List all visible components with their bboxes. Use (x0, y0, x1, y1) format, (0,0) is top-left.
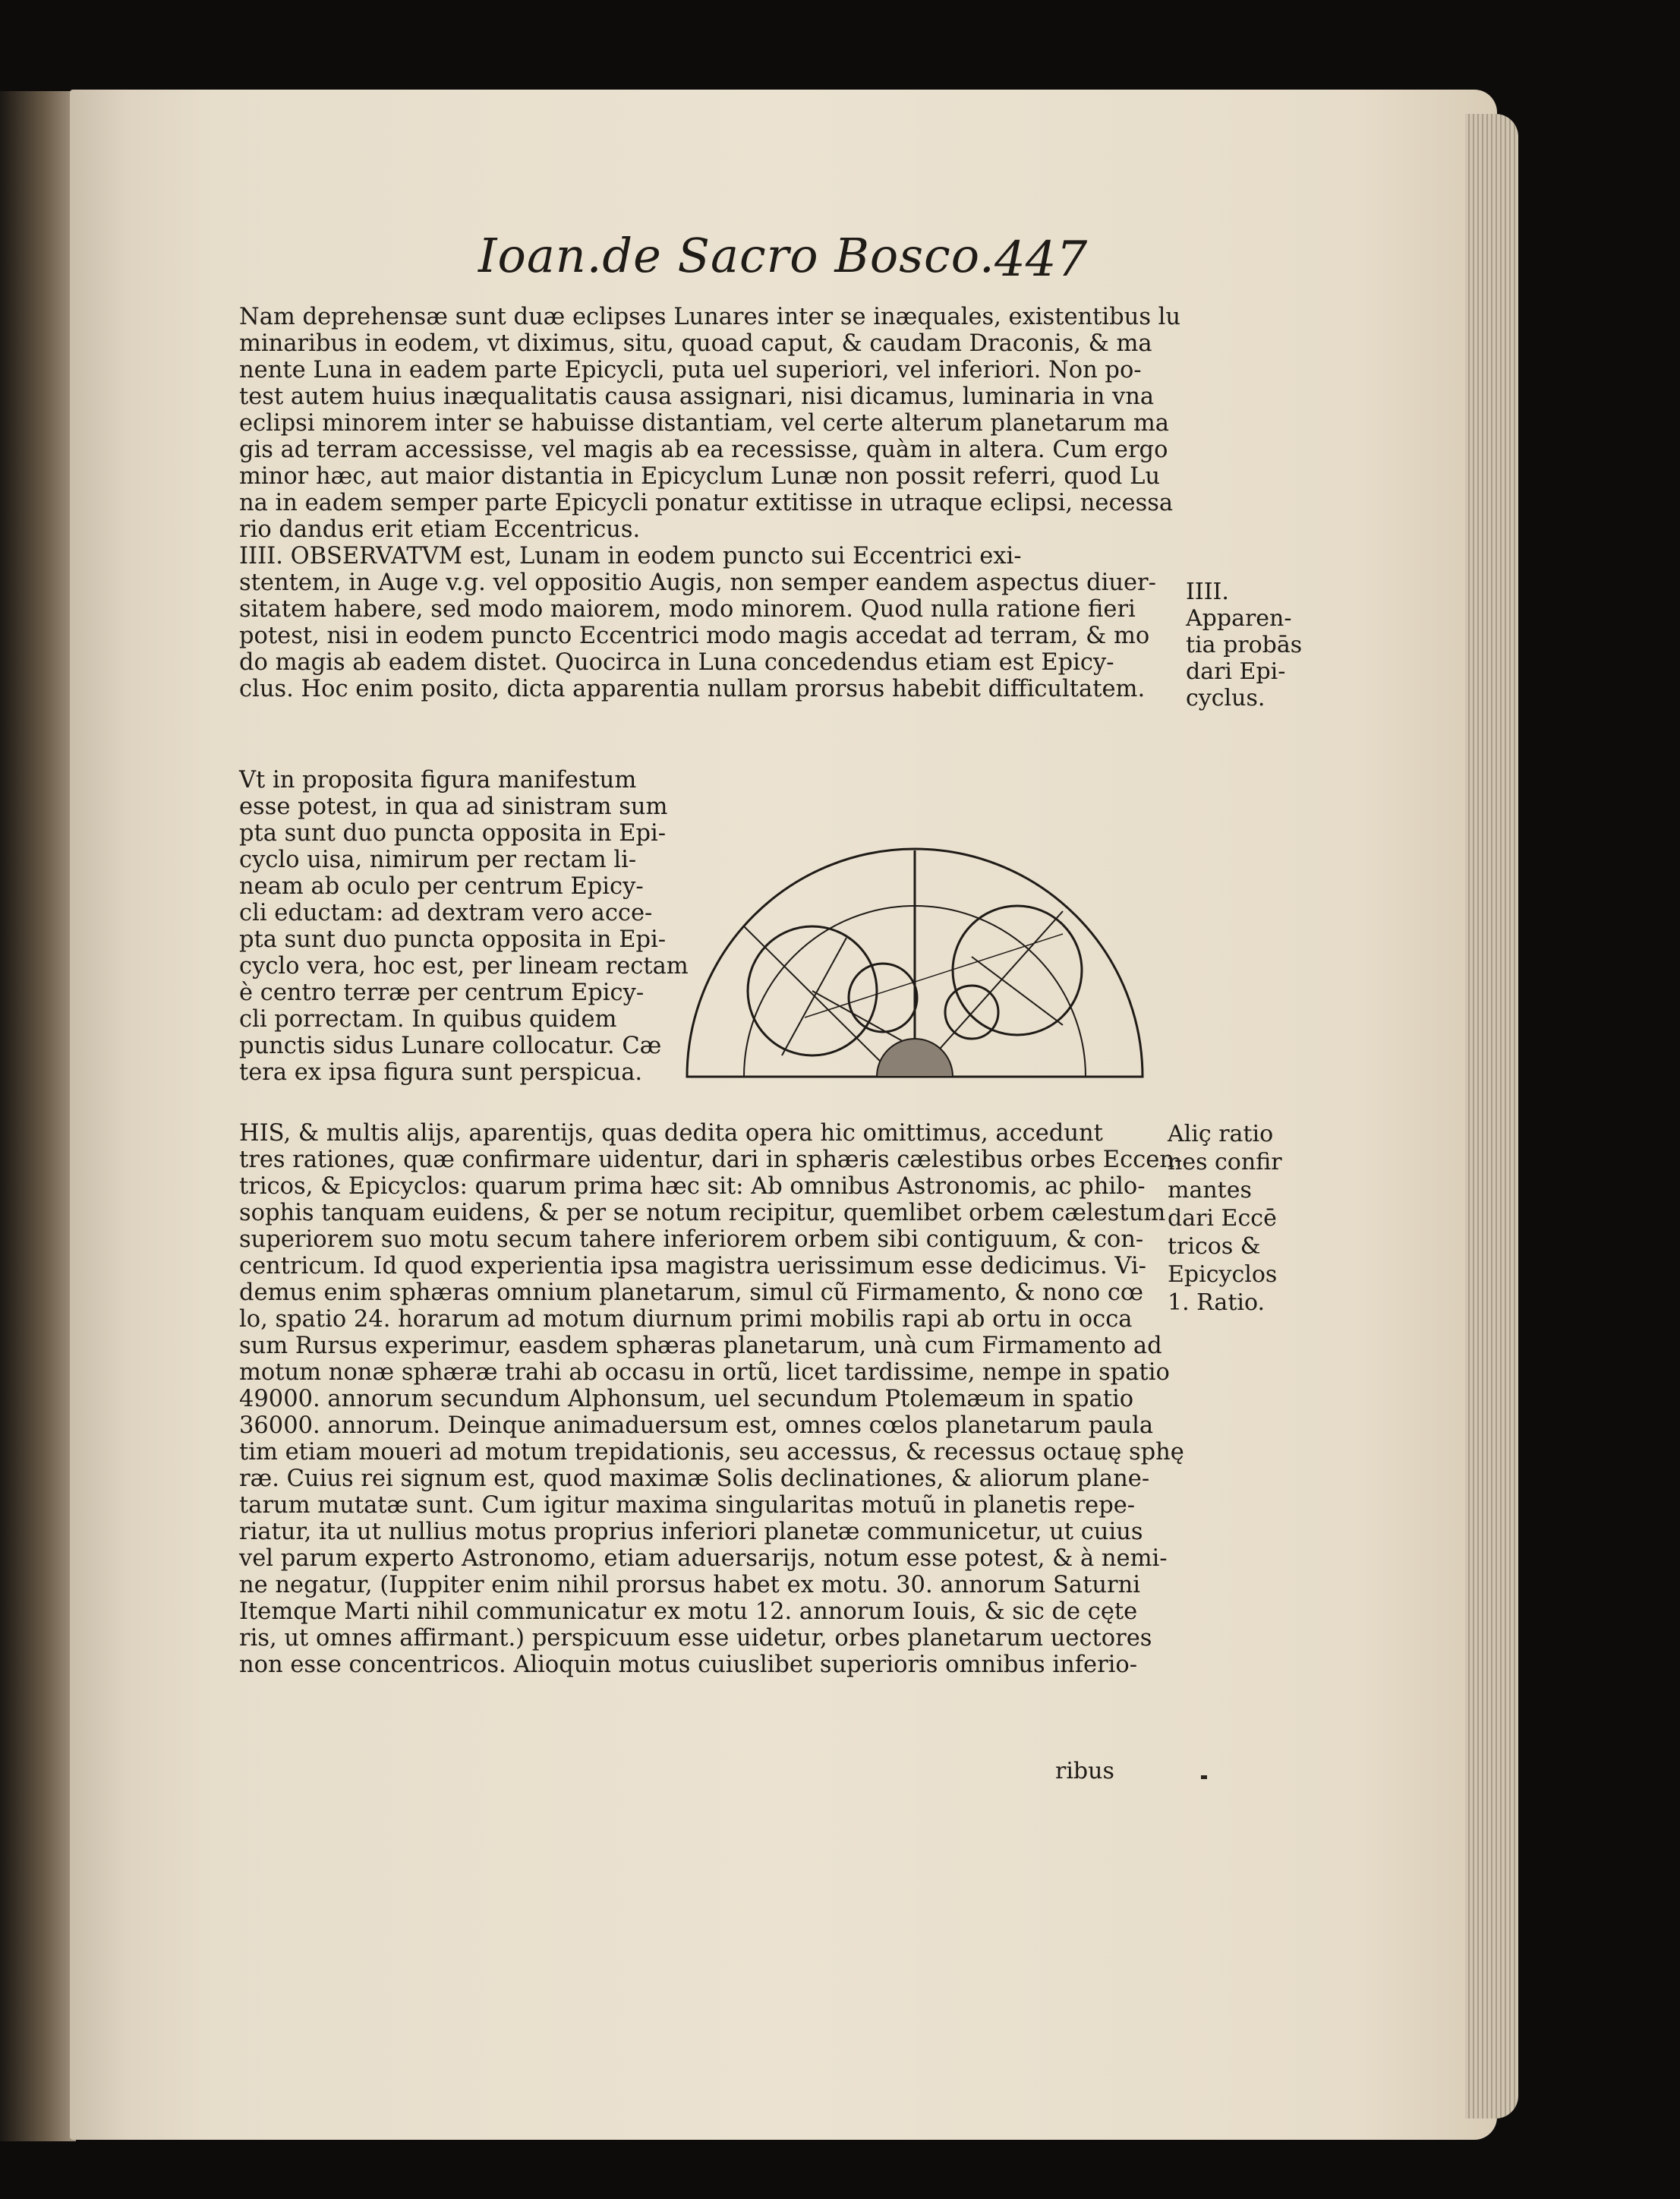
text-line: demus enim sphæras omnium planetarum, simul cũ Firmamento, & nono cœ (239, 1279, 1144, 1306)
body-text-top (239, 304, 1181, 702)
margin-line: mantes (1168, 1177, 1252, 1204)
text-line: stentem, in Auge v.g. vel oppositio Augis, non semper eandem aspectus diuer- (239, 569, 1156, 596)
margin-line: nes confir (1168, 1149, 1282, 1175)
page-number: 447 (994, 232, 1088, 288)
text-line: tres rationes, quæ confirmare uidentur, dari in sphæris cælestibus orbes Eccen- (239, 1147, 1183, 1173)
body-text-beside-figure (239, 767, 689, 1086)
margin-note-2 (1168, 1120, 1282, 1317)
text-line: tera ex ipsa figura sunt perspicua. (239, 1059, 643, 1086)
margin-line: dari Eccē (1168, 1205, 1277, 1232)
text-line: è centro terræ per centrum Epicy- (239, 980, 645, 1006)
body-text-bottom (239, 1120, 1184, 1678)
text-line: 36000. annorum. Deinque animaduersum est, omnes cœlos planetarum paula (239, 1412, 1154, 1439)
margin-line: cyclus. (1186, 685, 1266, 711)
text-line: pta sunt duo puncta opposita in Epi- (239, 926, 667, 953)
line (972, 957, 1063, 1025)
margin-line: Epicyclos (1168, 1261, 1278, 1288)
text-line: cyclo vera, hoc est, per lineam rectam (239, 953, 689, 980)
text-line: neam ab oculo per centrum Epicy- (239, 873, 644, 900)
text-line: cli porrectam. In quibus quidem (239, 1006, 617, 1033)
margin-line: Aliç ratio (1168, 1121, 1274, 1147)
text-line: 49000. annorum secundum Alphonsum, uel secundum Ptolemæum in spatio (239, 1386, 1134, 1412)
margin-line: Apparen- (1186, 605, 1292, 632)
text-line: centricum. Id quod experientia ipsa magistra uerissimum esse dedicimus. Vi- (239, 1253, 1146, 1279)
text-line: clus. Hoc enim posito, dicta apparentia nullam prorsus habebit difficultatem. (239, 676, 1146, 702)
text-line: ræ. Cuius rei signum est, quod maximæ Solis declinationes, & aliorum plane- (239, 1465, 1150, 1492)
text-line: tarum mutatæ sunt. Cum igitur maxima singularitas motuũ in planetis repe- (239, 1492, 1136, 1519)
catchword: ribus (1055, 1758, 1114, 1784)
text-line: sum Rursus experimur, easdem sphæras planetarum, unà cum Firmamento ad (239, 1333, 1162, 1359)
text-line: do magis ab eadem distet. Quocirca in Luna concedendus etiam est Epicy- (239, 649, 1114, 676)
text-line: nente Luna in eadem parte Epicycli, puta uel superiori, vel inferiori. Non po- (239, 357, 1142, 383)
text-line: ne negatur, (Iuppiter enim nihil prorsus habet ex motu. 30. annorum Saturni (239, 1572, 1140, 1598)
text-line: riatur, ita ut nullius motus proprius inferiori planetæ communicetur, ut cuius (239, 1519, 1143, 1545)
line (782, 938, 846, 1055)
text-line: HIS, & multis alijs, aparentijs, quas dedita opera hic omittimus, accedunt (239, 1120, 1103, 1147)
text-line: sophis tanquam euidens, & per se notum recipitur, quemlibet orbem cælestum (239, 1200, 1166, 1226)
margin-line: IIII. (1186, 579, 1229, 605)
text-line: minaribus in eodem, vt diximus, situ, quoad caput, & caudam Draconis, & ma (239, 330, 1152, 357)
earth-semicircle (877, 1039, 953, 1077)
line (812, 991, 915, 1048)
margin-line: dari Epi- (1186, 658, 1286, 685)
text-line: tim etiam moueri ad motum trepidationis, seu accessus, & recessus octauę sphę (239, 1439, 1184, 1465)
epicycle-figure (668, 835, 1146, 1086)
line (805, 934, 1063, 1017)
text-line: cli eductam: ad dextram vero acce- (239, 900, 653, 926)
text-line: IIII. OBSERVATVM est, Lunam in eodem puncto sui Eccentrici exi- (239, 543, 1022, 569)
text-line: sitatem habere, sed modo maiorem, modo minorem. Quod nulla ratione fieri (239, 596, 1136, 623)
text-line: vel parum experto Astronomo, etiam aduersarijs, notum esse potest, & à nemi- (239, 1545, 1168, 1572)
text-line: cyclo uisa, nimirum per rectam li- (239, 847, 637, 873)
text-line: na in eadem semper parte Epicycli ponatur extitisse in utraque eclipsi, necessa (239, 490, 1174, 516)
text-line: tricos, & Epicyclos: quarum prima hæc sit: Ab omnibus Astronomis, ac philo- (239, 1173, 1146, 1200)
text-line: Itemque Marti nihil communicatur ex motu 12. annorum Iouis, & sic de cęte (239, 1598, 1138, 1625)
text-line: esse potest, in qua ad sinistram sum (239, 793, 668, 820)
center-small-circle (849, 964, 917, 1032)
text-line: Vt in proposita figura manifestum (239, 767, 637, 793)
margin-line: 1. Ratio. (1168, 1289, 1266, 1316)
right-epicycle-circle (953, 906, 1082, 1035)
text-line: gis ad terram accessisse, vel magis ab ea recessisse, quàm in altera. Cum ergo (239, 437, 1168, 463)
text-line: lo, spatio 24. horarum ad motum diurnum primi mobilis rapi ab ortu in occa (239, 1306, 1133, 1333)
text-line: superiorem suo motu secum tahere inferiorem orbem sibi contiguum, & con- (239, 1226, 1144, 1253)
margin-line: tricos & (1168, 1233, 1261, 1260)
text-line: ris, ut omnes affirmant.) perspicuum esse uidetur, orbes planetarum uectores (239, 1625, 1152, 1652)
text-line: minor hæc, aut maior distantia in Epicyclum Lunæ non possit referri, quod Lu (239, 463, 1161, 490)
text-line: Nam deprehensæ sunt duæ eclipses Lunares inter se inæquales, existentibus lu (239, 304, 1181, 330)
text-line: punctis sidus Lunare collocatur. Cæ (239, 1033, 662, 1059)
text-line: motum nonæ sphæræ trahi ab occasu in ortũ, licet tardissime, nempe in spatio (239, 1359, 1170, 1386)
margin-note-1 (1186, 579, 1302, 711)
text-line: non esse concentricos. Alioquin motus cuiuslibet superioris omnibus inferio- (239, 1652, 1138, 1678)
text-line: rio dandus erit etiam Eccentricus. (239, 516, 641, 543)
margin-line: tia probās (1186, 632, 1303, 658)
text-line: eclipsi minorem inter se habuisse distantiam, vel certe alterum planetarum ma (239, 410, 1169, 437)
text-line: test autem huius inæqualitatis causa assignari, nisi dicamus, luminaria in vna (239, 383, 1155, 410)
text-line: pta sunt duo puncta opposita in Epi- (239, 820, 667, 847)
text-line: potest, nisi in eodem puncto Eccentrici modo magis accedat ad terram, & mo (239, 623, 1150, 649)
ink-mark (1201, 1775, 1207, 1779)
page-stack-edge (1465, 114, 1518, 2119)
running-header: Ioan.de Sacro Bosco. (478, 228, 995, 283)
facing-page-edge (0, 91, 76, 2141)
